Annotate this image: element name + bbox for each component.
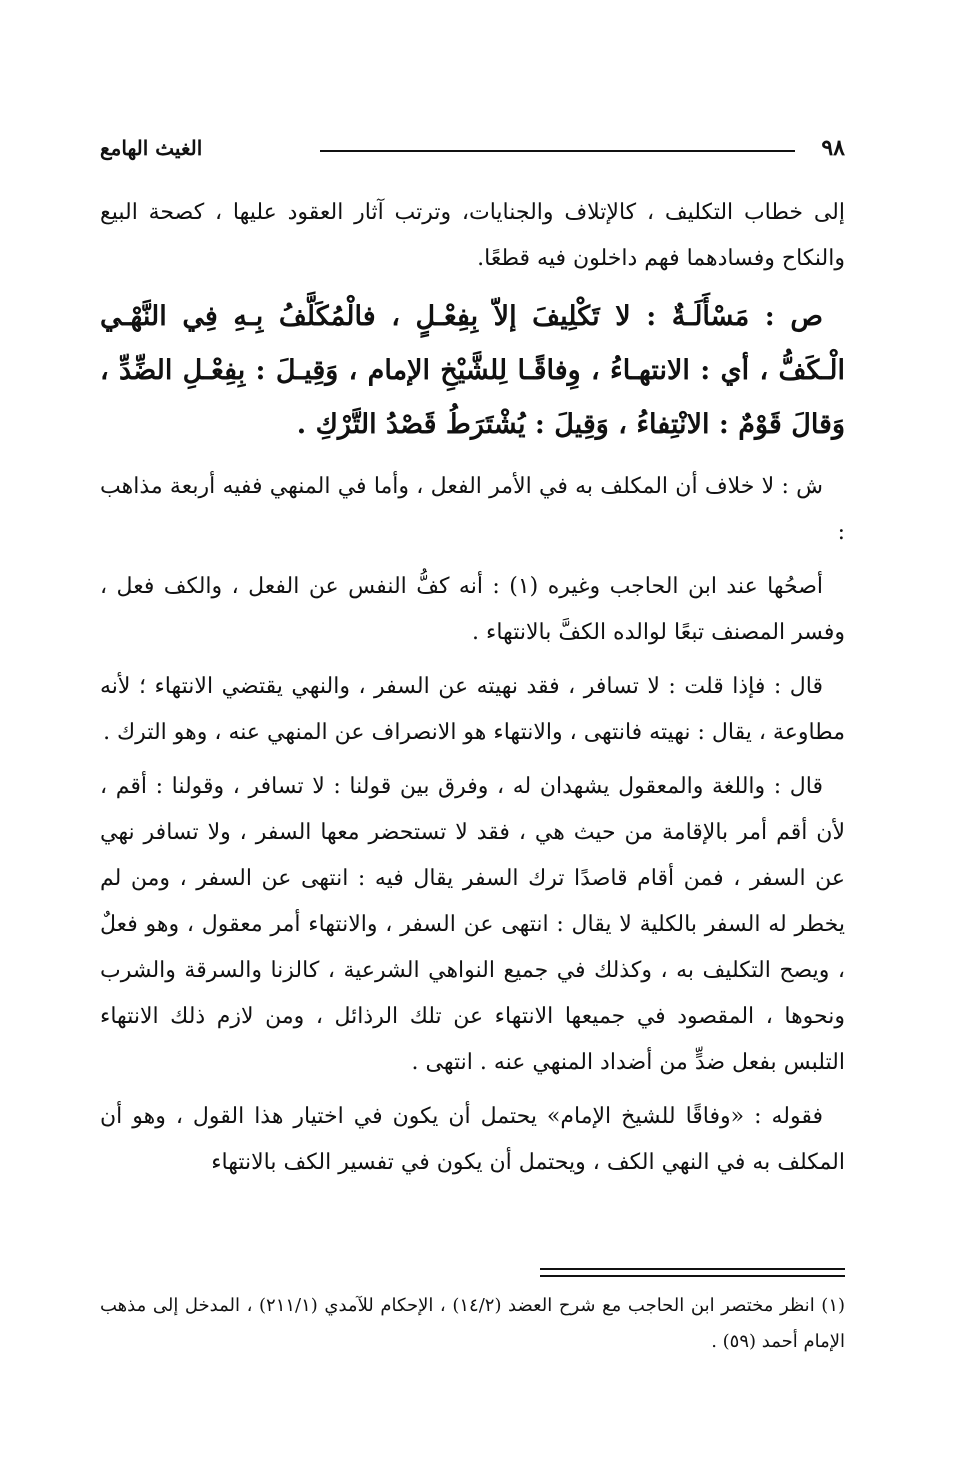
page-number: ٩٨ xyxy=(821,135,845,161)
paragraph: فقوله : «وفاقًا للشيخ الإمام» يحتمل أن يكون في اختيار هذا القول ، وهو أن المكلف به في النهي الكف ، ويحتمل أن يكون في تفسير الكف بالانتهاء xyxy=(100,1104,845,1175)
paragraph: قال : فإذا قلت : لا تسافر ، فقد نهيته عن السفر ، والنهي يقتضي الانتهاء ؛ لأنه مطاوعة ، يقال : نهيته فانتهى ، والانتهاء هو الانصراف عن المنهي عنه ، وهو الترك . xyxy=(100,674,845,745)
paragraph-sharh: ش : لا خلاف أن المكلف به في الأمر الفعل ، وأما في المنهي ففيه أربعة مذاهب : xyxy=(100,474,845,545)
running-title: الغيث الهامع xyxy=(100,136,203,160)
footnote: (١) انظر مختصر ابن الحاجب مع شرح العضد (١٤/٢) ، الإحكام للآمدي (٢١١/١) ، المدخل إلى مذهب الإمام أحمد (٥٩) . xyxy=(100,1295,846,1352)
page-body xyxy=(100,190,845,1194)
header-rule xyxy=(320,150,795,152)
paragraph-intro: إلى خطاب التكليف ، كالإتلاف والجنايات، وترتب آثار العقود عليها ، كصحة البيع والنكاح وفسادهما فهم داخلون فيه قطعًا. xyxy=(100,200,845,271)
page-header xyxy=(100,130,845,170)
footnote-separator xyxy=(540,1268,845,1277)
paragraph: قال : واللغة والمعقول يشهدان له ، وفرق بين قولنا : لا تسافر ، وقولنا : أقم ، لأن أقم أمر بالإقامة من حيث هي ، فقد لا تستحضر معها السفر ، ولا تسافر نهي عن السفر ، فمن أقام قاصدًا ترك السفر يقال فيه : انتهى عن السفر ، ومن لم يخطر له السفر بالكلية لا يقال : انتهى عن السفر ، والانتهاء أمر معقول ، وهو فعلٌ ، ويصح التكليف به ، وكذلك في جميع النواهي الشرعية ، كالزنا والسرقة والشرب ونحوها ، المقصود في جميعها الانتهاء عن تلك الرذائل ، ومن لازم ذلك الانتهاء التلبس بفعل ضدٍّ من أضداد المنهي عنه . انتهى . xyxy=(100,774,845,1075)
paragraph: أصحُها عند ابن الحاجب وغيره (١) : أنه كفُّ النفس عن الفعل ، والكف فعل ، وفسر المصنف تبعًا لوالده الكفَّ بالانتهاء . xyxy=(100,574,845,645)
matn-text: ص : مَسْأَلَـةٌ : لا تَكْلِيفَ إلاّ بِفِعْـلٍ ، فالْمُكَلَّفُ بِـهِ فِي النَّهْـي الْـكَفُّ ، أي : الانتهـاءُ ، وِفاقًـا لِلشَّيْخِ الإمام ، وَقِيـلَ : بِفِعْـلِ الضِّدِّ ، وَقالَ قَوْمٌ : الانْتِفاءُ ، وَقِيلَ : يُشْتَرَطُ قَصْدُ التَّرْكِ . xyxy=(100,301,845,440)
